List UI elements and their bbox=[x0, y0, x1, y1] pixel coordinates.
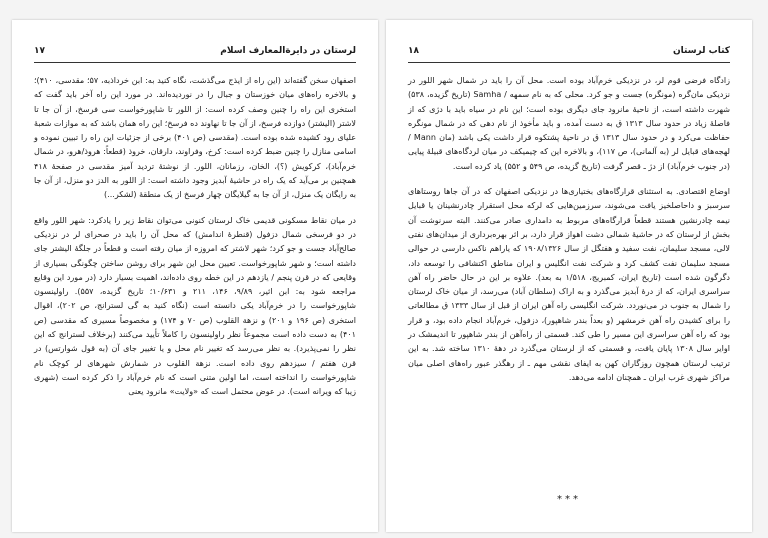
paragraph: اصفهان سخن گفته‌اند (این راه از ایذج می‌گذشت، نگاه کنید به: ابن خرداذبه، ۵۷؛ مقدسی، ۴۱۰)؛ و بالاخره راه‌های میان خوزستان و جبال را در نوردیده‌اند. در مورد این راه آخر باید گفت که استخری این راه را چنین وصف کرده است: از اللور تا شاپورخواست سی فرسخ، از آن جا تا لاشتر (الیشتر) دوازده فرسخ، از آن جا تا نهاوند ده فرسخ؛ این راه همان باشد که به موازات شعبهٔ علیای رود کشیده شده بوده است. (مقدسی (ص ۴۰۱) برخی از جزئیات این راه را تبیین نموده و اسامی منازل را چنین ضبط کرده است: کرخ، وفراوند، دارقان، خروذ (قطعاً: هروذ/هرو، در شمال خرم‌آباد)، کرکویش (؟)، الخان، رزمانان، اللور. از نوشتهٔ تردید آمیز مقدسی در صفحهٔ ۴۱۸ همچنین بر می‌آید که یک راه در حاشیهٔ آبدیز وجود داشته است: از اللور به الدز دو منزل، از آن جا به رایگان یک منزل، از آن جا به گیلایگان چهار فرسخ از یک منطقهٔ (لشکر...) bbox=[34, 76, 356, 200]
right-page bbox=[386, 20, 752, 532]
paragraph: اوضاع اقتصادی. به استثنای قرارگاه‌های بختیاری‌ها در نزدیکی اصفهان که در آن جاها روستاهای سرسبز و داحاصلخیز یافت می‌شوند، سرزمین‌هایی که لرکه محل استقرار چادرنشینان یا قبایل نیمه چادرنشین هستند قطعاً قرارگاه‌های مربوط به دامداری صادر می‌کنند. البته سرنوشت آن بخش از لرستان که در حاشیهٔ شمالی دشت اهواز قرار دارد، بر اثر بهره‌برداری از میدان‌های نفتی لالی، مسجد سلیمان، نفت سفید و هفتگل از سال ۱۹۰۸/۱۳۲۶ که یاراهم ناکس دارسی در حوالی مسجد سلیمان نفت کشف کرد و شرکت نفت انگلیس و ایران مناطق اکتشافی را توسعه داد، دگرگون شده است (تاریخ ایران، کمبریج، ۱/۵۱۸ به بعد). علاوه بر این در حال حاضر راه آهن سراسری ایران، که از درهٔ آبدیز می‌گذرد و به اراک (سلطان آباد) می‌رسد، از میان خاک لرستان را شمال به جنوب در می‌نوردد. شرکت انگلیسی راه آهن ایران از قبل از سال ۱۳۳۳ ق مطالعاتی را برای کشیدن راه آهن خرمشهر (و بعداً بندر شاهپور)، دزفول، خرم‌آباد انجام داده بود، و قرار بود که راه آهن سراسری این مسیر را طی کند. قسمتی از راه‌آهن از بندر شاهپور تا اندیمشک در اوایر سال ۱۳۰۸ پایان یافت، و قسمتی که از لرستان می‌گذرد در دههٔ ۱۳۱۰ ساخته شد. به این ترتیب لرستان همچون روزگاران کهن به ایفای نقشی مهم ـ از رهگذر عبور راه‌های اصلی میان مراکز شهری غرب ایران ـ همچنان ادامه می‌دهد. bbox=[408, 187, 730, 382]
page-number: ۱۷ bbox=[34, 46, 45, 56]
page-number: ۱۸ bbox=[408, 46, 419, 56]
left-page bbox=[12, 20, 378, 532]
paragraph: زادگاه فرضی قوم لر، در نزدیکی خرم‌آباد بوده است. محل آن را باید در شمال شهر اللور در نزدیکی مان‌گره (مونگره) جست و جو کرد. محلی که به نام سمهه / Samha (تاریخ گزیده، ۵۳۸) شهرت داشته است، از ناحیهٔ مانرود جای دیگری بوده است؛ این نام در سیاه باید با دژی که از فاصلهٔ زیاد در حدود سال ۱۳۱۳ ق به دست آمده، و باید مأخوذ از نام دهی که در شمال مونگره حفاظت می‌کرد و در حدود سال ۱۳۱۳ ق در ناحیهٔ پشتکوه قرار داشت یکی باشد (مان Mann / لهجه‌های قبایل لر (به آلمانی)، ص ۱۱۷)، و بالاخره این که چیمیکف در میان لردگاه‌های قبیلهٔ پیایی (در جنوب خرم‌آباد) از دژ ـ قصر گرفت (تاریخ گزیده، ص ۵۴۹ و ۵۵۲) یاد کرده است. bbox=[408, 76, 731, 171]
page-body bbox=[408, 74, 730, 385]
paragraph: در میان نقاط مسکونی قدیمی خاک لرستان کنونی می‌توان نقاط زیر را یادکرد: شهر اللور واقع در دو فرسخی شمال دزفول (قنطرهٔ اندامش) که محل آن را باید در صحرای لر در نزدیکی صالح‌آباد جست و جو کرد؛ شهر لاشتر که امروزه از میان رفته است و قطعاً در جلگهٔ الیشتر جای داشته است؛ و شهر شاپورخواست. تعیین محل این شهر برای روشن ساختن چگونگی بسیاری از وقایعی که در قرن پنجم / یازدهم در این خطه روی داده‌اند، اهمیت بسیار دارد (در مورد این وقایع مراجعه شود به: ابن اثیر، ۹/۸۹، ۱۴۶، ۲۱۱ و ۱۰/۶۳۱؛ تاریخ گزیده، ۵۵۷). راولینسون شاپورخواست را در خرم‌آباد یکی دانسته است (نگاه کنید به گی لسترانج، ص ۲۰۲)، اقوال استخری (ص ۱۹۶ و ۲۰۱) و نزهة القلوب (ص ۷۰ و ۱۷۴) و مخصوصاً مسیری که مقدسی (ص ۴۰۱) به دست داده است مجموعاً نظر راولینسون را کاملاً تأیید می‌کنند (برخلاف لسترانج که این نظر را نمی‌پذیرد). به نظر می‌رسد که تغییر نام محل و یا تغییر جای آن (به قول شوارتس) در قرن هفتم / سیزدهم روی داده است. نزهة القلوب در شمارش شهرهای لر کوچک نام شاپورخواست را انداخته است، اما اولین متنی است که نام خرم‌آباد را ذکر کرده است (شهری زیبا که ویرانه است). در عوض محتمل است که «ولایت» مانرود یعنی bbox=[34, 215, 356, 397]
header-rule bbox=[34, 62, 356, 63]
running-header bbox=[34, 46, 356, 62]
running-header-title: لرستان در دایرةالمعارف اسلام bbox=[220, 46, 356, 56]
running-header-title: کتاب لرستان bbox=[672, 46, 730, 56]
running-header bbox=[408, 46, 730, 62]
page-body bbox=[34, 74, 356, 400]
end-ornament: *** bbox=[557, 494, 581, 505]
header-rule bbox=[408, 62, 730, 63]
